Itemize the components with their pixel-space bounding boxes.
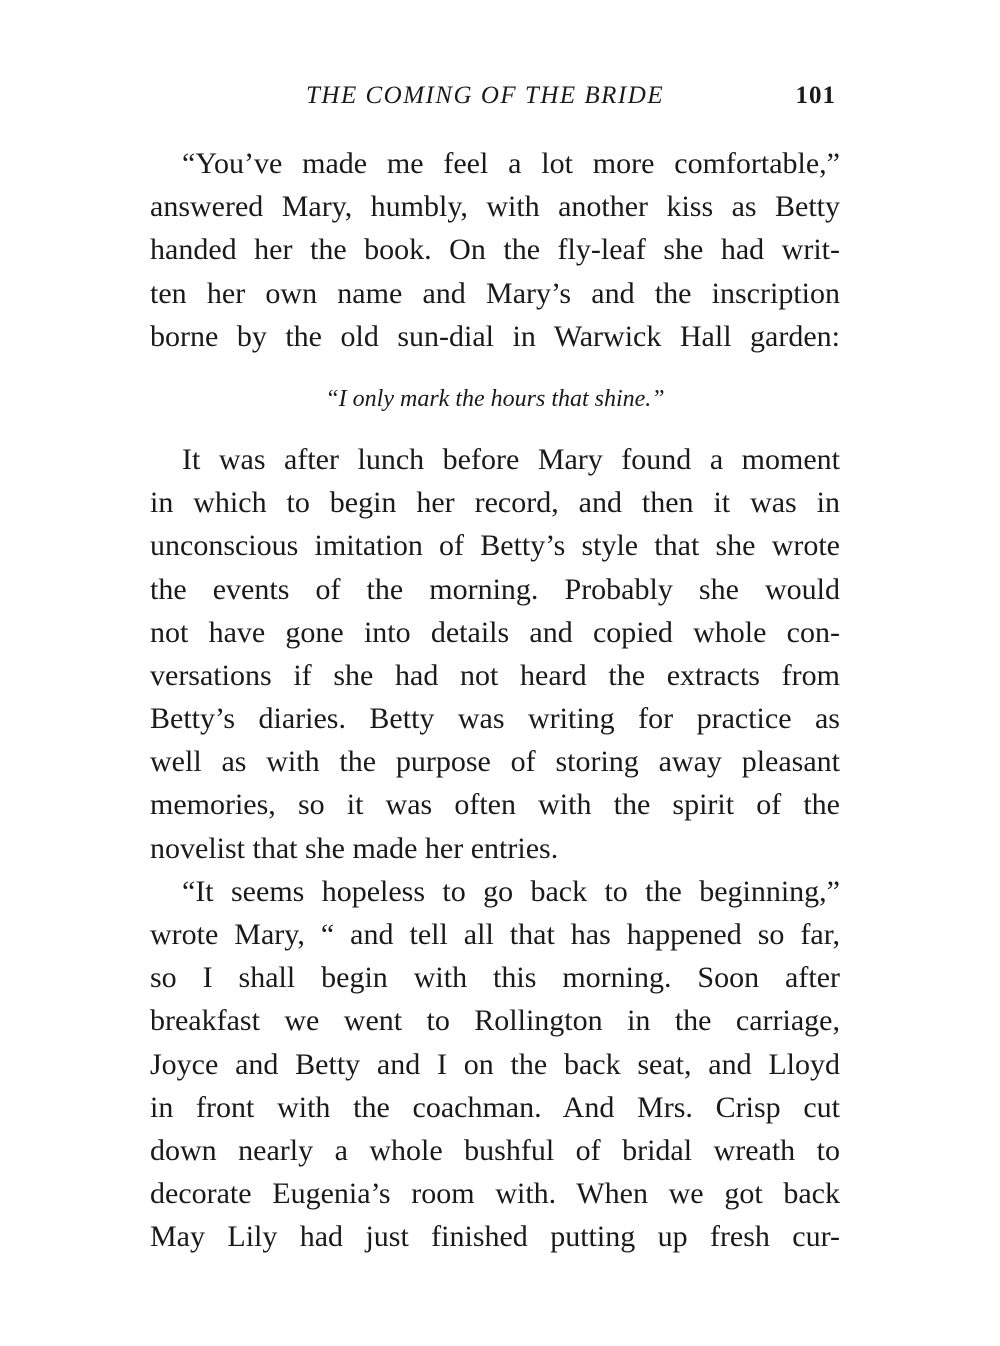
text-line: wrote Mary, “ and tell all that has happened so far,: [150, 918, 840, 951]
paragraph-1: [150, 142, 840, 358]
text-line: not have gone into details and copied whole con-: [150, 615, 840, 649]
text-line: memories, so it was often with the spirit of the: [150, 788, 840, 822]
text-line: so I shall begin with this morning. Soon after: [150, 961, 840, 995]
page-number: 101: [795, 82, 836, 109]
text-line: well as with the purpose of storing away pleasant: [150, 745, 840, 779]
epigraph-inscription: “I only mark the hours that shine.”: [325, 385, 665, 412]
text-line: borne by the old sun-dial in Warwick Hall garden:: [150, 319, 840, 353]
text-line: versations if she had not heard the extracts from: [150, 658, 840, 692]
paragraph-2: [150, 438, 840, 870]
text-line: “You’ve made me feel a lot more comfortable,”: [182, 147, 840, 180]
body-text: [150, 142, 840, 1259]
text-line: unconscious imitation of Betty’s style that she wrote: [150, 529, 840, 563]
running-title: THE COMING OF THE BRIDE: [306, 82, 665, 109]
text-line: in front with the coachman. And Mrs. Crisp cut: [150, 1090, 840, 1124]
text-line: answered Mary, humbly, with another kiss as Betty: [150, 190, 840, 224]
text-line: handed her the book. On the fly-leaf she had writ-: [150, 233, 840, 267]
text-line: Joyce and Betty and I on the back seat, and Lloyd: [150, 1047, 840, 1081]
running-header: [150, 82, 840, 114]
text-line: the events of the morning. Probably she would: [150, 572, 840, 606]
text-line: novelist that she made her entries.: [150, 831, 559, 865]
text-line: It was after lunch before Mary found a moment: [182, 442, 840, 476]
text-line: in which to begin her record, and then it was in: [150, 486, 840, 520]
text-line: “It seems hopeless to go back to the beginning,”: [182, 874, 840, 908]
paragraph-3: [150, 870, 840, 1259]
text-line: ten her own name and Mary’s and the inscription: [150, 276, 840, 310]
text-line: Betty’s diaries. Betty was writing for practice as: [150, 702, 840, 736]
text-line: May Lily had just finished putting up fresh cur-: [150, 1220, 840, 1254]
text-line: down nearly a whole bushful of bridal wreath to: [150, 1133, 840, 1167]
text-line: breakfast we went to Rollington in the carriage,: [150, 1004, 840, 1038]
text-line: decorate Eugenia’s room with. When we got back: [150, 1177, 840, 1211]
